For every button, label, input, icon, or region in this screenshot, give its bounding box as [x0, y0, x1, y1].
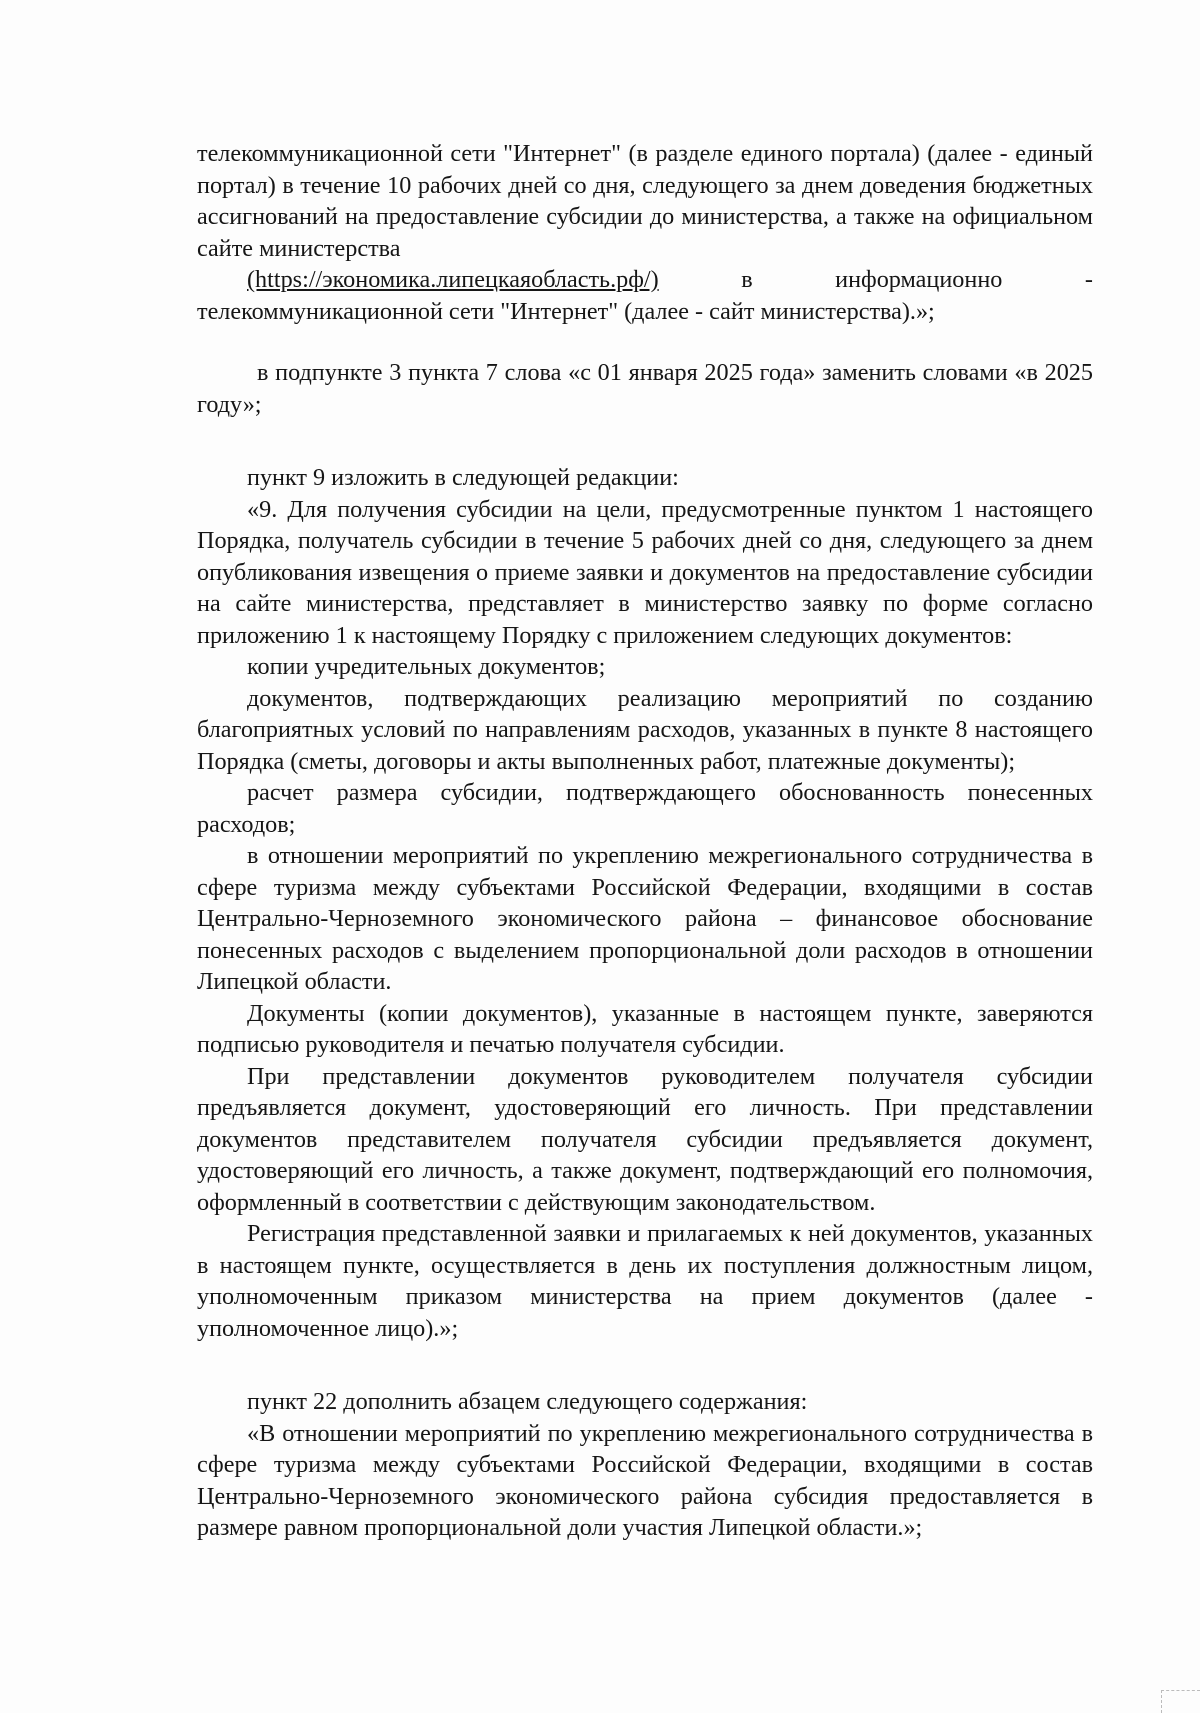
url-line — [197, 264, 1093, 296]
word-information: информационно — [835, 266, 1003, 293]
list-item-founding-docs: копии учредительных документов; — [247, 653, 606, 680]
paragraph-amendment-point-7: в подпункте 3 пункта 7 слова «с 01 января 2025 года» заменить словами «в 2025 году»; — [197, 359, 1093, 418]
paragraph-point-22-intro: пункт 22 дополнить абзацем следующего содержания: — [247, 1388, 808, 1415]
ministry-site-link[interactable]: (https://экономика.липецкаяобласть.рф/) — [247, 266, 659, 293]
paragraph-identity-documents: При представлении документов руководителем получателя субсидии предъявляется документ, удостоверяющий его личность. При представлении документов представителем получателя субсидии предъявляется документ, удостоверяющий его личность, а также документ, подтверждающий его полномочия, оформленный в соответствии с действующим законодательством. — [197, 1062, 1093, 1216]
paragraph-document-certification: Документы (копии документов), указанные в настоящем пункте, заверяются подписью руководителя и печатью получателя субсидии. — [197, 999, 1093, 1058]
paragraph-ministry-site: телекоммуникационной сети "Интернет" (далее - сайт министерства).»; — [197, 297, 935, 325]
scan-corner-mark — [1161, 1690, 1200, 1713]
paragraph-portal-publication: телекоммуникационной сети "Интернет" (в разделе единого портала) (далее - единый портал) в течение 10 рабочих дней со дня, следующего за днем доведения бюджетных ассигнований на предоставление субсидии до министерства, а также на официальном сайте министерства — [197, 140, 1093, 262]
paragraph-point-9-intro: пункт 9 изложить в следующей редакции: — [247, 464, 679, 491]
list-item-subsidy-calculation: расчет размера субсидии, подтверждающего обоснованность понесенных расходов; — [197, 779, 1093, 838]
paragraph-point-22-text: «В отношении мероприятий по укреплению межрегионального сотрудничества в сфере туризма между субъектами Российской Федерации, входящими в состав Центрально-Черноземного экономического района субсидия предоставляется в размере равном пропорциональной доли участия Липецкой области.»; — [197, 1419, 1093, 1541]
paragraph-point-9-text: «9. Для получения субсидии на цели, предусмотренные пунктом 1 настоящего Порядка, получатель субсидии в течение 5 рабочих дней со дня, следующего за днем опубликования извещения о приеме заявки и документов на предоставление субсидии на сайте министерства, представляет в министерство заявку по форме согласно приложению 1 к настоящему Порядку с приложением следующих документов: — [197, 495, 1093, 649]
word-in: в — [741, 266, 753, 293]
paragraph-registration: Регистрация представленной заявки и прилагаемых к ней документов, указанных в настоящем пункте, осуществляется в день их поступления должностным лицом, уполномоченным приказом министерства на прием документов (далее - уполномоченное лицо).»; — [197, 1220, 1093, 1342]
document-body — [197, 138, 1093, 1544]
list-item-confirming-docs: документов, подтверждающих реализацию мероприятий по созданию благоприятных условий по направлениям расходов, указанных в пункте 8 настоящего Порядка (сметы, договоры и акты выполненных работ, платежные документы); — [197, 684, 1093, 775]
hyphen: - — [1084, 266, 1093, 293]
list-item-interregional-cooperation: в отношении мероприятий по укреплению межрегионального сотрудничества в сфере туризма между субъектами Российской Федерации, входящими в состав Центрально-Черноземного экономического района – финансовое обоснование понесенных расходов с выделением пропорциональной доли расходов в отношении Липецкой области. — [197, 842, 1093, 995]
